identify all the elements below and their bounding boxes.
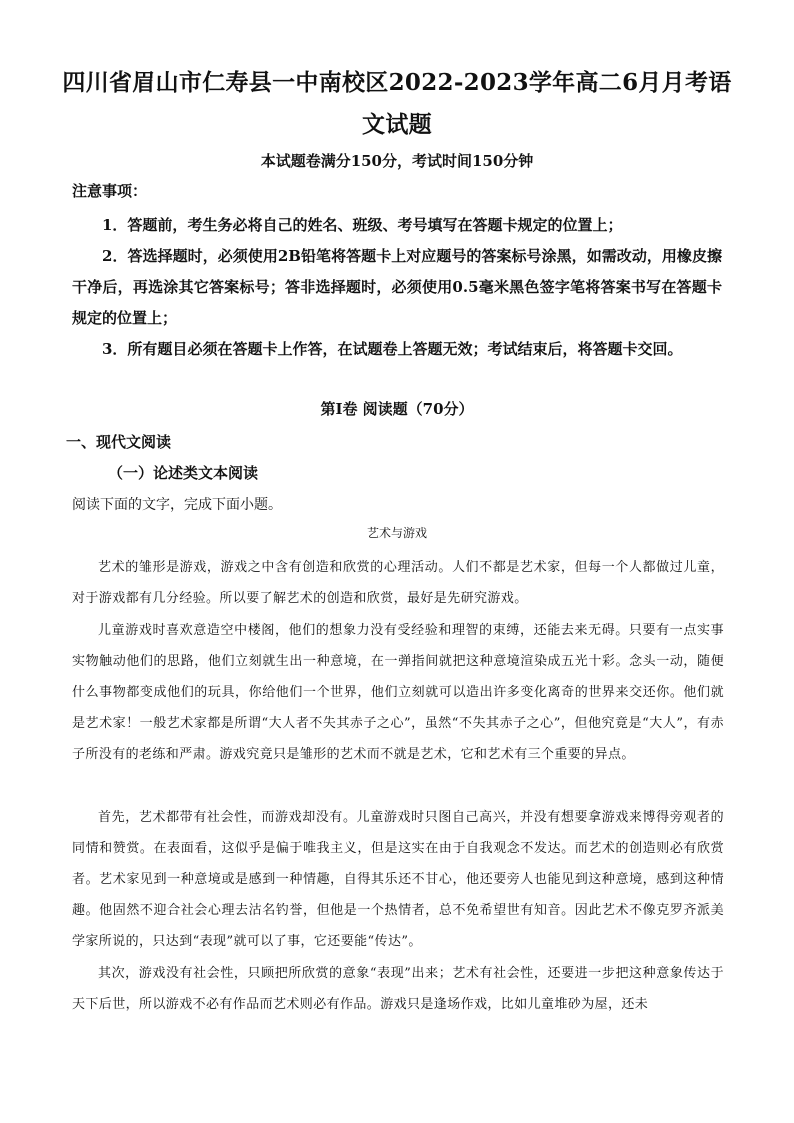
section-subheading: （一）论述类文本阅读	[108, 464, 259, 482]
exam-title: 四川省眉山市仁寿县一中南校区2022-2023学年高二6月月考语文试题	[62, 69, 732, 138]
article-title: 艺术与游戏	[366, 526, 427, 540]
article-paragraph-2: 儿童游戏时喜欢意造空中楼阁，他们的想象力没有受经验和理智的束缚，还能去来无碍。只要有一点实事实物触动他们的思路，他们立刻就生出一种意境，在一弹指间就把这种意境渲染成五光十彩。念头一动，随便什么事物都变成他们的玩具，你给他们一个世界，他们立刻就可以造出许多变化离奇的世界来交还你。他们就是艺术家！一般艺术家都是所谓“大人者不失其赤子之心”，虽然“不失其赤子之心”，但他究竟是“大人”，有赤子所没有的老练和严肃。游戏究竟只是雏形的艺术而不就是艺术，它和艺术有三个重要的异点。	[72, 623, 724, 762]
article-paragraph-4: 其次，游戏没有社会性，只顾把所欣赏的意象“表现”出来；艺术有社会性，还要进一步把这种意象传达于天下后世，所以游戏不必有作品而艺术则必有作品。游戏只是逢场作戏，比如儿童堆砂为屋，还未	[72, 966, 724, 1012]
article-paragraph-3: 首先，艺术都带有社会性，而游戏却没有。儿童游戏时只图自己高兴，并没有想要拿游戏来博得旁观者的同情和赞赏。在表面看，这似乎是偏于唯我主义，但是这实在由于自我观念不发达。而艺术的创造则必有欣赏者。艺术家见到一种意境或是感到一种情趣，自得其乐还不甘心，他还要旁人也能见到这种意境，感到这种情趣。他固然不迎合社会心理去沽名钓誉，但他是一个热情者，总不免希望世有知音。因此艺术不像克罗齐派美学家所说的，只达到“表现”就可以了事，它还要能“传达”。	[72, 810, 724, 949]
reading-instruction: 阅读下面的文字，完成下面小题。	[72, 497, 282, 513]
notice-item-2: 2．答选择题时，必须使用2B铅笔将答题卡上对应题号的答案标号涂黑，如需改动，用橡皮擦干净后，再选涂其它答案标号；答非选择题时，必须使用0.5毫米黑色签字笔将答案书写在答题卡规定的位置上；	[72, 247, 722, 327]
notice-item-3: 3．所有题目必须在答题卡上作答，在试题卷上答题无效；考试结束后，将答题卡交回。	[102, 340, 683, 358]
article-paragraph-1: 艺术的雏形是游戏，游戏之中含有创造和欣赏的心理活动。人们不都是艺术家，但每一个人都做过儿童，对于游戏都有几分经验。所以要了解艺术的创造和欣赏，最好是先研究游戏。	[72, 560, 724, 606]
part-title: 第Ⅰ卷 阅读题（70分）	[320, 400, 474, 418]
section-heading: 一、现代文阅读	[66, 433, 172, 451]
notice-item-1: 1．答题前，考生务必将自己的姓名、班级、考号填写在答题卡规定的位置上；	[102, 216, 623, 234]
notice-heading: 注意事项：	[72, 182, 148, 200]
exam-subtitle: 本试题卷满分150分，考试时间150分钟	[260, 152, 534, 170]
